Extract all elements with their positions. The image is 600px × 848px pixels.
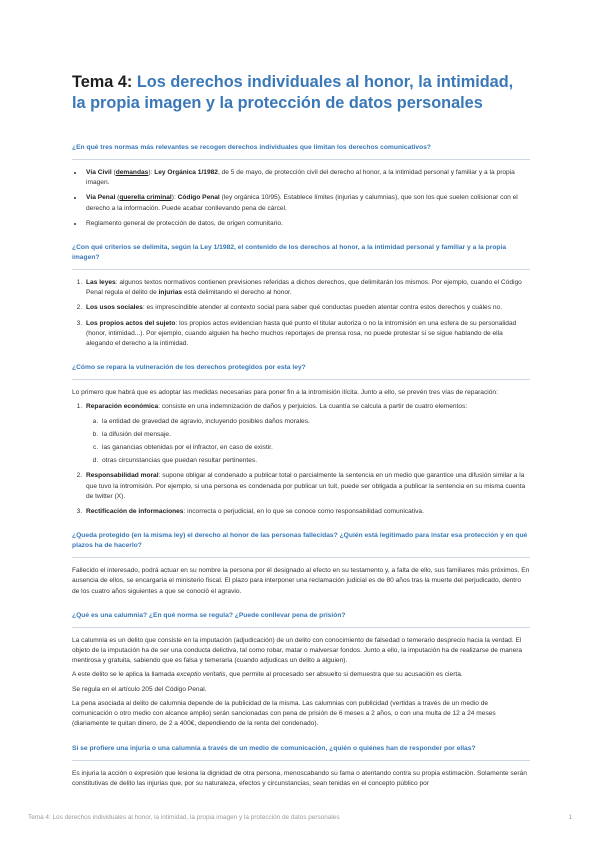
paragraph: A este delito se le aplica la llamada exceptio veritatis, que permite al procesado ser absuelto si demuestra que su acusación es cierta. <box>72 671 463 679</box>
section-responsables <box>72 744 530 789</box>
title-main: Los derechos individuales al honor, la intimidad, la propia imagen y la protección de datos personales <box>72 73 514 112</box>
section-reparacion <box>72 363 530 517</box>
list-item: 3. Los propios actos del sujeto: los propios actos evidencian hasta qué punto el titular autoriza o no la intromisión en una esfera de su personalidad (honor, intimidad...). Por ejemplo, cuando alguien ha hecho muchos reportajes de prensa rosa, no puede protestar si se sigue hablando de ella alegando el derecho a la intimidad. <box>84 319 530 350</box>
list-item: 2. Responsabilidad moral: supone obligar al condenado a publicar total o parcialmente la sentencia en un medio que garantice una difusión similar a la que tuvo la intromisión. Por ejemplo, si una persona es condenada por publicar un tuit, puede ser obligada a publicar la sentencia en su misma cuenta de twitter (X). <box>84 471 530 502</box>
section-question: ¿En qué tres normas más relevantes se recogen derechos individuales que limitan los derechos comunicativos? <box>72 144 432 151</box>
footer-title: Tema 4: Los derechos individuales al honor, la intimidad, la propia imagen y la protección de datos personales <box>28 814 340 821</box>
section-question: ¿Con qué criterios se delimita, según la Ley 1/1982, el contenido de los derechos al honor, a la intimidad personal y familiar y a la propia imagen? <box>72 244 507 262</box>
list-item: 1. Reparación económica: consiste en una indemnización de daños y perjuicios. La cuantía se calcula a partir de cuatro elementos: a. la entidad de gravedad de agravio, incluyendo posibles daños morales. b. la difusión del mensaje. c. las ganancias obtenidas por el infractor, en caso de existir. d. otras circunstancias que puedan resultar pertinentes. <box>84 402 530 466</box>
paragraph: La pena asociada al delito de calumnia depende de la publicidad de la misma. Las calumnias con publicidad (vertidas a través de un medio de comunicación o otro medio con alcance amplio) serán sancionadas con pena de prisión de 6 meses a 2 años, o con una multa de 12 a 24 meses (diariamente te quitan dinero, de 2 a 400€, dependiendo de la renta del condenado). <box>72 699 496 728</box>
divider <box>72 269 530 270</box>
list-item: 2. Los usos sociales: es imprescindible atender al contexto social para saber qué conductas pueden atentar contra estos derechos y cuáles no. <box>84 303 530 313</box>
section-question: Si se profiere una injuria o una calumnia a través de un medio de comunicación, ¿quién o quiénes han de responder por ellas? <box>72 744 476 752</box>
section-criterios <box>72 243 530 349</box>
section-question: ¿Queda protegido (en la misma ley) el derecho al honor de las personas fallecidas? ¿Quién está legitimado para instar esa protección y en qué plazos ha de hacerlo? <box>72 532 528 550</box>
divider <box>72 760 530 761</box>
page-title <box>72 72 530 114</box>
list-item: • Vía Civil (demandas): Ley Orgánica 1/1982, de 5 de mayo, de protección civil del derecho al honor, a la intimidad personal y familiar y a la propia imagen. <box>84 168 530 188</box>
section-calumnia <box>72 611 530 730</box>
title-prefix: Tema 4: <box>72 73 133 91</box>
paragraph: Lo primero que habrá que es adoptar las medidas necesarias para poner fin a la intromisión ilícita. Junto a ello, se prevén tres vías de reparación: <box>72 389 498 397</box>
bullet-list <box>72 168 530 229</box>
paragraph: Se regula en el artículo 205 del Código Penal. <box>72 685 207 693</box>
numbered-list <box>72 402 530 517</box>
paragraph: Fallecido el interesado, podrá actuar en su nombre la persona por él designado al efecto en su testamento y, a falta de ello, sus familiares más próximos. En ausencia de ellos, se encargaría el ministerio fiscal. El plazo para interponer una reclamación judicial es de 80 años tras la muerte del perjudicado, dentro de los cuatro años siguientes a que se conoció el agravio. <box>72 567 530 595</box>
numbered-list <box>72 278 530 349</box>
page-footer <box>28 814 572 821</box>
divider <box>72 557 530 558</box>
list-item: • Vía Penal (querella criminal): Código Penal (ley orgánica 10/95). Establece límites (injurias y calumnias), que son los que suelen colisionar con el derecho a la información. Puede acabar conllevando pena de cárcel. <box>84 193 530 213</box>
section-normas <box>72 143 530 229</box>
sub-list-item: a. la entidad de gravedad de agravio, incluyendo posibles daños morales. <box>100 417 530 427</box>
list-item: 1. Las leyes: algunos textos normativos contienen previsiones referidas a dichos derechos, que delimitarán los mismos. Por ejemplo, cuando el Código Penal regula el delito de injurias está delimitando el derecho al honor. <box>84 278 530 298</box>
paragraph: Es injuria la acción o expresión que lesiona la dignidad de otra persona, menoscabando su fama o atentando contra su propia estimación. Solamente serán constitutivas de delito las injurias que, por su naturaleza, efectos y circunstancias, sean tenidas en el concepto público por <box>72 769 527 787</box>
divider <box>72 627 530 628</box>
section-fallecidos <box>72 531 530 597</box>
list-item: • Reglamento general de protección de datos, de origen comunitario. <box>84 219 530 229</box>
list-item: 3. Rectificación de informaciones: incorrecta o perjudicial, en lo que se conoce como responsabilidad comunicativa. <box>84 507 530 517</box>
sub-list-item: b. la difusión del mensaje. <box>100 430 530 440</box>
section-question: ¿Qué es una calumnia? ¿En qué norma se regula? ¿Puede conllevar pena de prisión? <box>72 611 346 619</box>
divider <box>72 379 530 380</box>
section-question: ¿Cómo se repara la vulneración de los derechos protegidos por esta ley? <box>72 364 306 372</box>
sub-list-item: c. las ganancias obtenidas por el infractor, en caso de existir. <box>100 443 530 453</box>
document-page <box>72 72 530 793</box>
sub-list <box>86 417 530 467</box>
divider <box>72 159 530 160</box>
sub-list-item: d. otras circunstancias que puedan resultar pertinentes. <box>100 456 530 466</box>
paragraph: La calumnia es un delito que consiste en la imputación (adjudicación) de un delito con conocimiento de falsedad o temerario desprecio hacia la verdad. El objeto de la imputación ha de ser una conducta delictiva, tal como robar, matar o malversar fondos. Junto a ello, la imputación ha de realizarse de manera mentirosa y gratuita, sabiendo que es falsa y temeraria (cuando adjudicas un delito a alguien). <box>72 636 523 665</box>
page-number: 1 <box>568 814 572 821</box>
